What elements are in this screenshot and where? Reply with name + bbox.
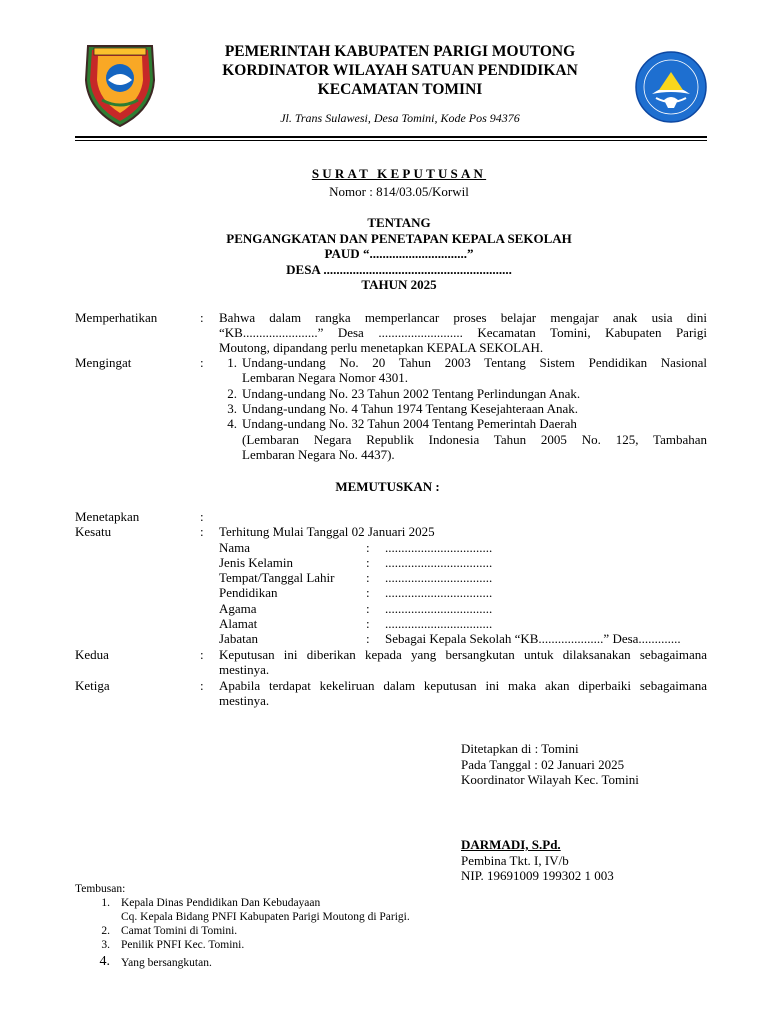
tembusan-item-number: 1. [101,897,110,909]
memperhatikan-line-3: Moutong, dipandang perlu menetapkan KEPALA SEKOLAH. [219,340,544,355]
kedua-line-1: Keputusan ini diberikan kepada yang bersangkutan untuk dilaksanakan sebagaimana [219,647,707,662]
field-label: Nama [219,540,251,555]
memperhatikan-line-2: “KB.......................” Desa .......................... Kecamatan Tomini, Kabupaten Parigi [219,325,707,340]
signer-rank: Pembina Tkt. I, IV/b [461,853,569,868]
parigi-moutong-crest-icon [78,40,162,130]
letterhead-rule-thin [75,140,707,141]
field-value: ................................. [385,555,493,570]
mengingat-item-text: Undang-undang No. 20 Tahun 2003 Tentang Sistem Pendidikan Nasional [242,355,707,370]
tembusan-label: Tembusan: [75,883,126,895]
memutuskan-heading: MEMUTUSKAN : [335,479,440,494]
field-colon: : [366,555,370,570]
subject-line-4: TAHUN 2025 [361,277,437,292]
tembusan-item-number: 2. [101,925,110,937]
field-colon: : [366,570,370,585]
field-label: Pendidikan [219,585,278,600]
letterhead-line-3: KECAMATAN TOMINI [317,81,483,98]
signer-name: DARMADI, S.Pd. [461,837,561,852]
letterhead-line-1: PEMERINTAH KABUPATEN PARIGI MOUTONG [224,43,576,60]
mengingat-item-number: 2. [227,386,237,401]
letterhead [170,42,630,126]
field-label: Jenis Kelamin [219,555,294,570]
tembusan-item-text: Cq. Kepala Bidang PNFI Kabupaten Parigi Moutong di Parigi. [121,911,410,923]
field-value: ................................. [385,540,493,555]
field-colon: : [366,601,370,616]
letterhead-line-2: KORDINATOR WILAYAH SATUAN PENDIDIKAN [222,62,578,79]
document-number: Nomor : 814/03.05/Korwil [329,184,469,199]
subject-line-2: PAUD “..............................” [324,246,474,261]
field-label: Agama [219,601,257,616]
tembusan-item-text: Kepala Dinas Pendidikan Dan Kebudayaan [121,897,321,909]
memperhatikan-line-1: Bahwa dalam rangka memperlancar proses belajar mengajar anak usia dini [219,310,707,325]
mengingat-item-text: Undang-undang No. 23 Tahun 2002 Tentang Perlindungan Anak. [242,386,581,401]
field-value: Sebagai Kepala Sekolah “KB....................” Desa............. [385,631,681,646]
sign-date: Pada Tanggal : 02 Januari 2025 [461,757,625,772]
subject-line-1: PENGANGKATAN DAN PENETAPAN KEPALA SEKOLAH [226,231,572,246]
letterhead-address: Jl. Trans Sulawesi, Desa Tomini, Kode Pos 94376 [280,111,520,125]
menetapkan-colon: : [200,509,204,524]
field-colon: : [366,616,370,631]
field-label: Tempat/Tanggal Lahir [219,570,335,585]
kedua-line-2: mestinya. [219,662,270,677]
field-value: ................................. [385,570,493,585]
mengingat-item-text: Lembaran Negara Nomor 4301. [242,370,409,385]
field-value: ................................. [385,616,493,631]
document-heading: SURAT KEPUTUSAN [311,166,487,181]
field-label: Jabatan [219,631,258,646]
field-label: Alamat [219,616,258,631]
tut-wuri-handayani-logo-icon [634,50,708,124]
mengingat-item-number: 1. [227,355,237,370]
tembusan-item-number: 3. [101,939,110,951]
sign-place: Ditetapkan di : Tomini [461,741,579,756]
field-value: ................................. [385,601,493,616]
kesatu-colon: : [200,524,204,539]
memperhatikan-label: Memperhatikan [75,310,158,325]
ketiga-label: Ketiga [75,678,110,693]
ketiga-line-2: mestinya. [219,693,270,708]
subject-line-3: DESA .......................................................... [286,262,512,277]
field-colon: : [366,540,370,555]
mengingat-label: Mengingat [75,355,132,370]
mengingat-item-text: (Lembaran Negara Republik Indonesia Tahun 2005 No. 125, Tambahan [242,432,707,447]
mengingat-item-text: Undang-undang No. 4 Tahun 1974 Tentang Kesejahteraan Anak. [242,401,578,416]
tembusan-item-text: Camat Tomini di Tomini. [121,925,238,937]
mengingat-item-number: 4. [227,416,237,431]
ketiga-colon: : [200,678,204,693]
ketiga-line-1: Apabila terdapat kekeliruan dalam keputusan ini maka akan diperbaiki sebagaimana [219,678,707,693]
kedua-colon: : [200,647,204,662]
letterhead-rule-thick [75,136,707,138]
subject-label: TENTANG [367,215,431,230]
kesatu-label: Kesatu [75,524,112,539]
tembusan-item-text: Penilik PNFI Kec. Tomini. [121,939,245,951]
sign-position: Koordinator Wilayah Kec. Tomini [461,772,639,787]
mengingat-colon: : [200,355,204,370]
field-value: ................................. [385,585,493,600]
kesatu-intro: Terhitung Mulai Tanggal 02 Januari 2025 [219,524,435,539]
tembusan-item-number: 4. [99,954,110,969]
signer-nip: NIP. 19691009 199302 1 003 [461,868,614,883]
field-colon: : [366,585,370,600]
memperhatikan-colon: : [200,310,204,325]
field-colon: : [366,631,370,646]
mengingat-item-text: Undang-undang No. 32 Tahun 2004 Tentang Pemerintah Daerah [242,416,577,431]
mengingat-item-text: Lembaran Negara No. 4437). [242,447,395,462]
menetapkan-label: Menetapkan [75,509,140,524]
tembusan-item-text: Yang bersangkutan. [121,957,212,969]
kedua-label: Kedua [75,647,109,662]
mengingat-item-number: 3. [227,401,237,416]
